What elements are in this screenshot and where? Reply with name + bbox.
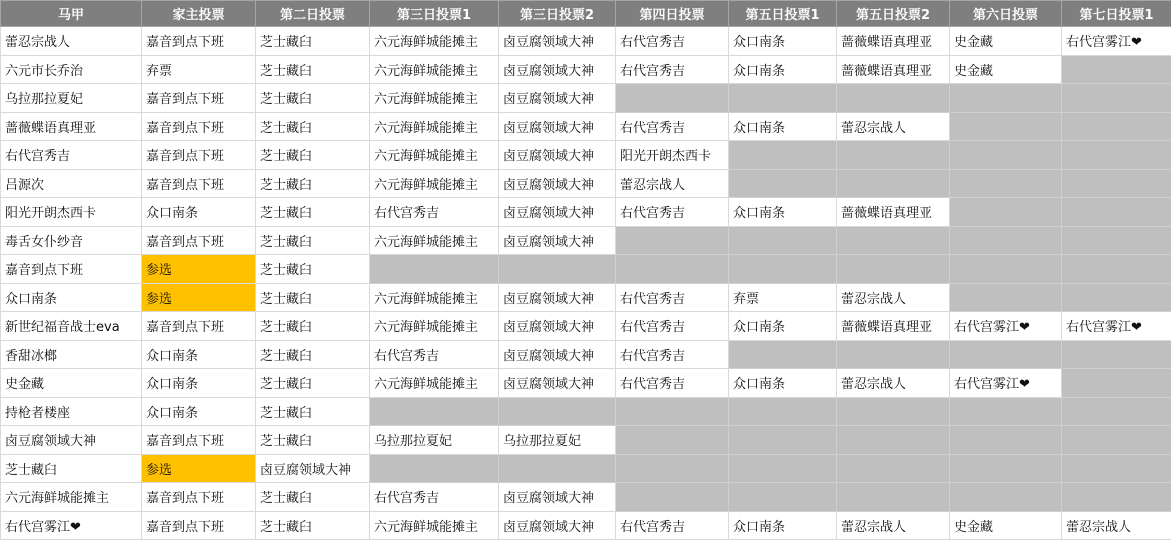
vote-cell[interactable]: 右代宫秀吉 bbox=[616, 511, 729, 540]
vote-cell[interactable] bbox=[950, 84, 1062, 113]
vote-cell[interactable]: 参选 bbox=[142, 283, 256, 312]
vote-cell[interactable] bbox=[1062, 169, 1171, 198]
alias-cell[interactable]: 右代宫秀吉 bbox=[1, 141, 142, 170]
alias-cell[interactable]: 阳光开朗杰西卡 bbox=[1, 198, 142, 227]
vote-cell[interactable] bbox=[837, 454, 950, 483]
vote-cell[interactable]: 卤豆腐领域大神 bbox=[499, 511, 616, 540]
vote-cell[interactable]: 蕾忍宗战人 bbox=[837, 369, 950, 398]
vote-cell[interactable]: 右代宫秀吉 bbox=[616, 198, 729, 227]
table-row bbox=[1, 397, 1171, 426]
vote-cell[interactable]: 蕾忍宗战人 bbox=[616, 169, 729, 198]
vote-cell[interactable] bbox=[616, 226, 729, 255]
vote-cell[interactable]: 蔷薇蝶语真理亚 bbox=[837, 198, 950, 227]
vote-cell[interactable]: 芝士藏臼 bbox=[256, 369, 370, 398]
vote-cell[interactable]: 蔷薇蝶语真理亚 bbox=[837, 55, 950, 84]
vote-cell[interactable] bbox=[1062, 483, 1171, 512]
vote-cell[interactable]: 众口南条 bbox=[729, 369, 837, 398]
alias-cell[interactable]: 香甜冰榔 bbox=[1, 340, 142, 369]
vote-cell[interactable]: 卤豆腐领域大神 bbox=[499, 483, 616, 512]
vote-cell[interactable]: 卤豆腐领域大神 bbox=[499, 27, 616, 56]
vote-cell[interactable]: 右代宫雾江❤ bbox=[950, 369, 1062, 398]
vote-cell[interactable]: 卤豆腐领域大神 bbox=[499, 198, 616, 227]
vote-cell[interactable] bbox=[1062, 226, 1171, 255]
vote-cell[interactable]: 弃票 bbox=[142, 55, 256, 84]
vote-cell[interactable]: 芝士藏臼 bbox=[256, 483, 370, 512]
vote-cell[interactable]: 卤豆腐领域大神 bbox=[499, 283, 616, 312]
vote-cell[interactable] bbox=[950, 454, 1062, 483]
vote-cell[interactable]: 蔷薇蝶语真理亚 bbox=[837, 27, 950, 56]
vote-cell[interactable] bbox=[616, 84, 729, 113]
vote-cell[interactable]: 芝士藏臼 bbox=[256, 340, 370, 369]
vote-cell[interactable]: 右代宫秀吉 bbox=[616, 283, 729, 312]
vote-cell[interactable]: 蔷薇蝶语真理亚 bbox=[837, 312, 950, 341]
vote-cell[interactable]: 右代宫秀吉 bbox=[370, 483, 499, 512]
vote-cell[interactable]: 右代宫秀吉 bbox=[616, 312, 729, 341]
vote-cell[interactable] bbox=[1062, 454, 1171, 483]
header-cell[interactable]: 第五日投票2 bbox=[837, 1, 950, 27]
alias-cell[interactable]: 嘉音到点下班 bbox=[1, 255, 142, 284]
vote-cell[interactable] bbox=[1062, 255, 1171, 284]
vote-cell[interactable] bbox=[1062, 283, 1171, 312]
vote-cell[interactable]: 众口南条 bbox=[729, 312, 837, 341]
vote-cell[interactable] bbox=[1062, 112, 1171, 141]
vote-cell[interactable]: 参选 bbox=[142, 454, 256, 483]
vote-cell[interactable]: 卤豆腐领域大神 bbox=[256, 454, 370, 483]
vote-cell[interactable] bbox=[729, 84, 837, 113]
table-row bbox=[1, 255, 1171, 284]
table-row bbox=[1, 454, 1171, 483]
vote-cell[interactable] bbox=[370, 397, 499, 426]
vote-cell[interactable]: 嘉音到点下班 bbox=[142, 511, 256, 540]
vote-cell[interactable]: 参选 bbox=[142, 255, 256, 284]
vote-cell[interactable]: 六元海鲜城能摊主 bbox=[370, 312, 499, 341]
vote-cell[interactable]: 右代宫秀吉 bbox=[616, 27, 729, 56]
vote-cell[interactable]: 右代宫秀吉 bbox=[616, 340, 729, 369]
vote-cell[interactable]: 乌拉那拉夏妃 bbox=[499, 426, 616, 455]
vote-cell[interactable]: 嘉音到点下班 bbox=[142, 312, 256, 341]
vote-cell[interactable]: 嘉音到点下班 bbox=[142, 483, 256, 512]
vote-cell[interactable]: 卤豆腐领域大神 bbox=[499, 369, 616, 398]
vote-cell[interactable]: 六元海鲜城能摊主 bbox=[370, 226, 499, 255]
vote-cell[interactable]: 右代宫雾江❤ bbox=[1062, 312, 1171, 341]
vote-cell[interactable] bbox=[499, 255, 616, 284]
vote-cell[interactable] bbox=[499, 454, 616, 483]
vote-cell[interactable]: 蕾忍宗战人 bbox=[837, 283, 950, 312]
alias-cell[interactable]: 六元市长乔治 bbox=[1, 55, 142, 84]
vote-cell[interactable]: 右代宫秀吉 bbox=[616, 55, 729, 84]
vote-cell[interactable] bbox=[837, 483, 950, 512]
header-cell[interactable]: 家主投票 bbox=[142, 1, 256, 27]
alias-cell[interactable]: 毒舌女仆纱音 bbox=[1, 226, 142, 255]
vote-cell[interactable]: 嘉音到点下班 bbox=[142, 226, 256, 255]
vote-cell[interactable]: 六元海鲜城能摊主 bbox=[370, 55, 499, 84]
vote-cell[interactable]: 蕾忍宗战人 bbox=[1062, 511, 1171, 540]
table-row bbox=[1, 283, 1171, 312]
vote-cell[interactable] bbox=[837, 169, 950, 198]
vote-cell[interactable]: 卤豆腐领域大神 bbox=[499, 169, 616, 198]
vote-cell[interactable]: 芝士藏臼 bbox=[256, 55, 370, 84]
alias-cell[interactable]: 乌拉那拉夏妃 bbox=[1, 84, 142, 113]
vote-cell[interactable] bbox=[729, 340, 837, 369]
vote-cell[interactable]: 芝士藏臼 bbox=[256, 198, 370, 227]
vote-cell[interactable]: 六元海鲜城能摊主 bbox=[370, 84, 499, 113]
vote-cell[interactable]: 卤豆腐领域大神 bbox=[499, 84, 616, 113]
vote-cell[interactable]: 众口南条 bbox=[729, 198, 837, 227]
vote-cell[interactable]: 六元海鲜城能摊主 bbox=[370, 27, 499, 56]
header-cell[interactable]: 第七日投票1 bbox=[1062, 1, 1171, 27]
vote-cell[interactable]: 众口南条 bbox=[142, 198, 256, 227]
vote-cell[interactable] bbox=[950, 226, 1062, 255]
vote-cell[interactable]: 众口南条 bbox=[729, 511, 837, 540]
vote-cell[interactable]: 阳光开朗杰西卡 bbox=[616, 141, 729, 170]
alias-cell[interactable]: 吕源次 bbox=[1, 169, 142, 198]
vote-cell[interactable]: 嘉音到点下班 bbox=[142, 84, 256, 113]
vote-cell[interactable] bbox=[950, 340, 1062, 369]
vote-cell[interactable] bbox=[1062, 55, 1171, 84]
vote-cell[interactable]: 芝士藏臼 bbox=[256, 226, 370, 255]
header-cell[interactable]: 第三日投票1 bbox=[370, 1, 499, 27]
header-cell[interactable]: 第三日投票2 bbox=[499, 1, 616, 27]
table-row bbox=[1, 141, 1171, 170]
vote-cell[interactable]: 卤豆腐领域大神 bbox=[499, 141, 616, 170]
vote-cell[interactable] bbox=[729, 169, 837, 198]
vote-cell[interactable]: 芝士藏臼 bbox=[256, 169, 370, 198]
vote-cell[interactable] bbox=[950, 169, 1062, 198]
vote-cell[interactable]: 芝士藏臼 bbox=[256, 511, 370, 540]
vote-cell[interactable]: 右代宫秀吉 bbox=[616, 369, 729, 398]
table-row bbox=[1, 340, 1171, 369]
alias-cell[interactable]: 卤豆腐领域大神 bbox=[1, 426, 142, 455]
vote-cell[interactable]: 芝士藏臼 bbox=[256, 312, 370, 341]
alias-cell[interactable]: 众口南条 bbox=[1, 283, 142, 312]
vote-cell[interactable] bbox=[1062, 84, 1171, 113]
table-row bbox=[1, 511, 1171, 540]
vote-cell[interactable]: 史金藏 bbox=[950, 27, 1062, 56]
vote-cell[interactable]: 嘉音到点下班 bbox=[142, 426, 256, 455]
vote-cell[interactable] bbox=[729, 454, 837, 483]
vote-cell[interactable]: 蕾忍宗战人 bbox=[837, 511, 950, 540]
vote-cell[interactable] bbox=[950, 112, 1062, 141]
vote-cell[interactable]: 芝士藏臼 bbox=[256, 141, 370, 170]
vote-cell[interactable] bbox=[837, 255, 950, 284]
table-row bbox=[1, 84, 1171, 113]
vote-cell[interactable] bbox=[950, 141, 1062, 170]
alias-cell[interactable]: 持枪者楼座 bbox=[1, 397, 142, 426]
vote-cell[interactable]: 众口南条 bbox=[729, 112, 837, 141]
vote-cell[interactable]: 众口南条 bbox=[729, 27, 837, 56]
vote-cell[interactable]: 六元海鲜城能摊主 bbox=[370, 141, 499, 170]
vote-cell[interactable] bbox=[616, 483, 729, 512]
vote-cell[interactable] bbox=[370, 255, 499, 284]
vote-cell[interactable] bbox=[837, 426, 950, 455]
vote-cell[interactable] bbox=[616, 426, 729, 455]
vote-cell[interactable]: 卤豆腐领域大神 bbox=[499, 55, 616, 84]
header-cell[interactable]: 第二日投票 bbox=[256, 1, 370, 27]
vote-cell[interactable] bbox=[1062, 369, 1171, 398]
table-row bbox=[1, 426, 1171, 455]
vote-cell[interactable]: 六元海鲜城能摊主 bbox=[370, 369, 499, 398]
vote-cell[interactable]: 史金藏 bbox=[950, 55, 1062, 84]
alias-cell[interactable]: 右代宫雾江❤ bbox=[1, 511, 142, 540]
header-cell[interactable]: 马甲 bbox=[1, 1, 142, 27]
header-cell[interactable]: 第四日投票 bbox=[616, 1, 729, 27]
vote-cell[interactable] bbox=[729, 226, 837, 255]
vote-cell[interactable] bbox=[837, 141, 950, 170]
vote-cell[interactable]: 嘉音到点下班 bbox=[142, 112, 256, 141]
table-row bbox=[1, 483, 1171, 512]
vote-cell[interactable]: 嘉音到点下班 bbox=[142, 169, 256, 198]
table-row bbox=[1, 169, 1171, 198]
vote-cell[interactable]: 芝士藏臼 bbox=[256, 112, 370, 141]
table-row bbox=[1, 369, 1171, 398]
vote-cell[interactable]: 众口南条 bbox=[142, 369, 256, 398]
vote-cell[interactable]: 卤豆腐领域大神 bbox=[499, 226, 616, 255]
vote-cell[interactable]: 六元海鲜城能摊主 bbox=[370, 112, 499, 141]
vote-cell[interactable] bbox=[616, 397, 729, 426]
vote-cell[interactable]: 嘉音到点下班 bbox=[142, 141, 256, 170]
vote-cell[interactable] bbox=[950, 255, 1062, 284]
vote-cell[interactable]: 六元海鲜城能摊主 bbox=[370, 169, 499, 198]
vote-cell[interactable] bbox=[837, 397, 950, 426]
vote-cell[interactable]: 史金藏 bbox=[950, 511, 1062, 540]
vote-cell[interactable]: 右代宫雾江❤ bbox=[950, 312, 1062, 341]
vote-cell[interactable]: 芝士藏臼 bbox=[256, 426, 370, 455]
vote-cell[interactable]: 众口南条 bbox=[142, 397, 256, 426]
vote-cell[interactable]: 右代宫秀吉 bbox=[616, 112, 729, 141]
vote-cell[interactable]: 众口南条 bbox=[142, 340, 256, 369]
vote-cell[interactable]: 众口南条 bbox=[729, 55, 837, 84]
vote-cell[interactable] bbox=[729, 255, 837, 284]
vote-cell[interactable] bbox=[1062, 198, 1171, 227]
table-row bbox=[1, 312, 1171, 341]
vote-cell[interactable]: 右代宫雾江❤ bbox=[1062, 27, 1171, 56]
vote-cell[interactable] bbox=[837, 226, 950, 255]
alias-cell[interactable]: 芝士藏臼 bbox=[1, 454, 142, 483]
vote-cell[interactable] bbox=[837, 340, 950, 369]
vote-cell[interactable]: 卤豆腐领域大神 bbox=[499, 340, 616, 369]
vote-cell[interactable]: 右代宫秀吉 bbox=[370, 198, 499, 227]
vote-cell[interactable] bbox=[729, 483, 837, 512]
vote-cell[interactable] bbox=[729, 141, 837, 170]
vote-cell[interactable] bbox=[1062, 397, 1171, 426]
table-body bbox=[1, 27, 1171, 540]
vote-cell[interactable]: 乌拉那拉夏妃 bbox=[370, 426, 499, 455]
vote-cell[interactable]: 弃票 bbox=[729, 283, 837, 312]
header-cell[interactable]: 第六日投票 bbox=[950, 1, 1062, 27]
vote-cell[interactable] bbox=[729, 426, 837, 455]
vote-cell[interactable] bbox=[1062, 141, 1171, 170]
vote-cell[interactable]: 卤豆腐领域大神 bbox=[499, 312, 616, 341]
vote-cell[interactable]: 芝士藏臼 bbox=[256, 27, 370, 56]
alias-cell[interactable]: 蕾忍宗战人 bbox=[1, 27, 142, 56]
vote-cell[interactable]: 蕾忍宗战人 bbox=[837, 112, 950, 141]
header-cell[interactable]: 第五日投票1 bbox=[729, 1, 837, 27]
alias-cell[interactable]: 蔷薇蝶语真理亚 bbox=[1, 112, 142, 141]
vote-cell[interactable]: 芝士藏臼 bbox=[256, 397, 370, 426]
vote-cell[interactable]: 右代宫秀吉 bbox=[370, 340, 499, 369]
vote-cell[interactable]: 六元海鲜城能摊主 bbox=[370, 511, 499, 540]
table-row bbox=[1, 55, 1171, 84]
vote-cell[interactable] bbox=[950, 426, 1062, 455]
header-row bbox=[1, 1, 1171, 27]
vote-cell[interactable] bbox=[950, 283, 1062, 312]
vote-cell[interactable] bbox=[950, 397, 1062, 426]
vote-cell[interactable] bbox=[837, 84, 950, 113]
vote-cell[interactable]: 芝士藏臼 bbox=[256, 255, 370, 284]
table-row bbox=[1, 112, 1171, 141]
vote-cell[interactable] bbox=[616, 454, 729, 483]
vote-cell[interactable]: 六元海鲜城能摊主 bbox=[370, 283, 499, 312]
vote-cell[interactable] bbox=[729, 397, 837, 426]
alias-cell[interactable]: 新世纪福音战士eva bbox=[1, 312, 142, 341]
vote-cell[interactable]: 卤豆腐领域大神 bbox=[499, 112, 616, 141]
alias-cell[interactable]: 史金藏 bbox=[1, 369, 142, 398]
vote-cell[interactable]: 芝士藏臼 bbox=[256, 84, 370, 113]
alias-cell[interactable]: 六元海鲜城能摊主 bbox=[1, 483, 142, 512]
vote-cell[interactable] bbox=[1062, 340, 1171, 369]
vote-cell[interactable] bbox=[950, 198, 1062, 227]
vote-cell[interactable] bbox=[616, 255, 729, 284]
vote-cell[interactable]: 嘉音到点下班 bbox=[142, 27, 256, 56]
table-row bbox=[1, 27, 1171, 56]
vote-cell[interactable] bbox=[370, 454, 499, 483]
table-row bbox=[1, 198, 1171, 227]
vote-cell[interactable]: 芝士藏臼 bbox=[256, 283, 370, 312]
vote-cell[interactable] bbox=[499, 397, 616, 426]
vote-cell[interactable] bbox=[950, 483, 1062, 512]
vote-cell[interactable] bbox=[1062, 426, 1171, 455]
table-row bbox=[1, 226, 1171, 255]
